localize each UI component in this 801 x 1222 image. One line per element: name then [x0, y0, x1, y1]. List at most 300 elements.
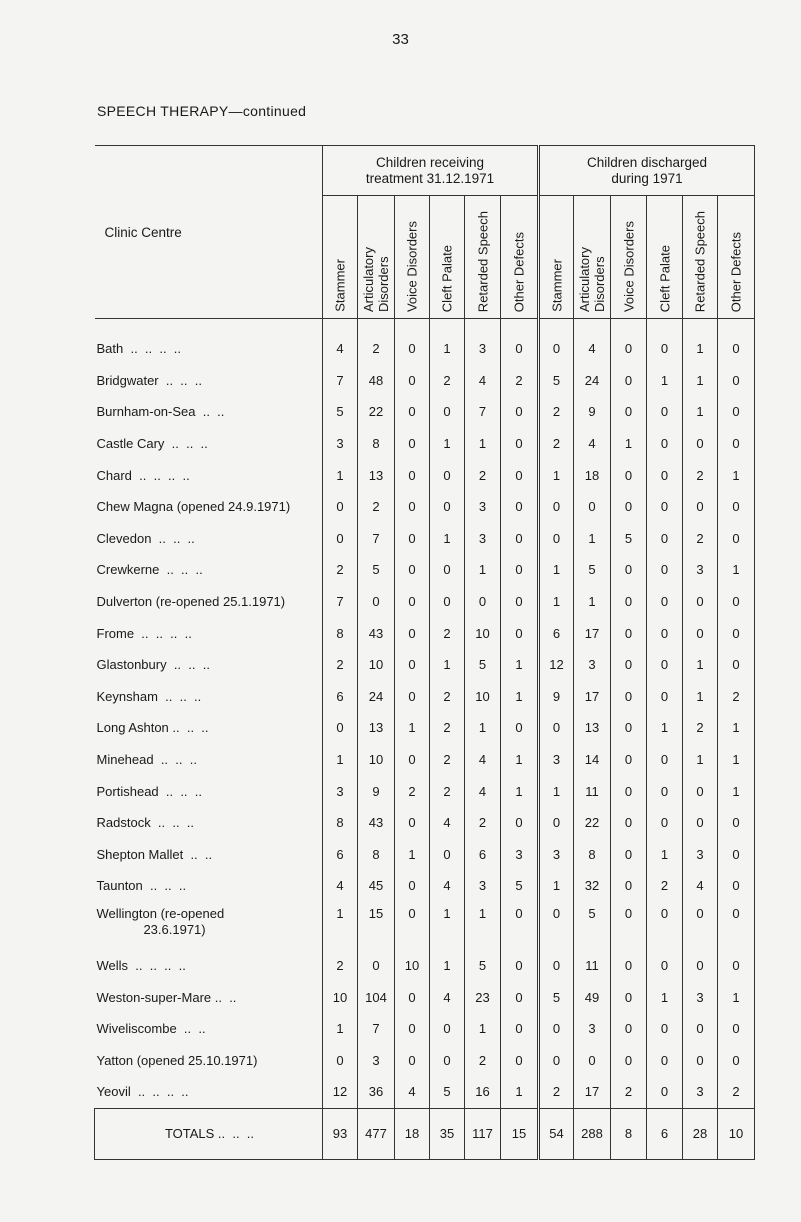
table-cell: 0 [647, 902, 683, 950]
col-discharged-retarded: Retarded Speech [683, 196, 718, 319]
table-cell: 3 [465, 491, 501, 523]
table-cell: 1 [539, 586, 574, 618]
table-cell: 4 [430, 981, 465, 1013]
table-cell: 2 [683, 712, 718, 744]
table-cell: 0 [395, 554, 430, 586]
table-cell: 0 [647, 523, 683, 555]
table-cell: 0 [539, 807, 574, 839]
table-cell: 4 [323, 333, 358, 365]
table-cell: 0 [501, 617, 539, 649]
table-cell: 7 [323, 365, 358, 397]
clinic-name: Shepton Mallet .. .. [95, 839, 323, 871]
table-row [95, 712, 755, 744]
total-cell: 6 [647, 1108, 683, 1159]
table-cell: 43 [358, 617, 395, 649]
total-cell: 477 [358, 1108, 395, 1159]
table-cell: 0 [611, 712, 647, 744]
table-cell: 0 [718, 491, 755, 523]
table-cell: 2 [323, 649, 358, 681]
table-cell: 0 [395, 681, 430, 713]
table-cell: 1 [718, 744, 755, 776]
table-cell: 4 [465, 744, 501, 776]
table-cell: 9 [574, 396, 611, 428]
col-receiving-retarded: Retarded Speech [465, 196, 501, 319]
clinic-name: Glastonbury .. .. .. [95, 649, 323, 681]
table-cell: 0 [539, 523, 574, 555]
table-cell: 4 [430, 870, 465, 902]
table-cell: 0 [611, 459, 647, 491]
col-receiving-voice: Voice Disorders [395, 196, 430, 319]
table-cell: 23 [465, 981, 501, 1013]
table-cell: 3 [539, 744, 574, 776]
table-cell: 1 [465, 428, 501, 460]
table-cell: 1 [430, 902, 465, 950]
col-discharged-stammer: Stammer [539, 196, 574, 319]
table-cell: 1 [395, 839, 430, 871]
table-row [95, 333, 755, 365]
table-cell: 4 [465, 365, 501, 397]
clinic-name: Frome .. .. .. .. [95, 617, 323, 649]
table-cell: 0 [501, 523, 539, 555]
table-cell: 49 [574, 981, 611, 1013]
table-cell: 0 [323, 523, 358, 555]
total-cell: 10 [718, 1108, 755, 1159]
table-cell: 5 [539, 981, 574, 1013]
table-cell: 1 [718, 712, 755, 744]
clinic-name: Portishead .. .. .. [95, 775, 323, 807]
table-cell: 0 [647, 586, 683, 618]
table-cell: 6 [465, 839, 501, 871]
table-cell: 1 [323, 744, 358, 776]
table-cell: 32 [574, 870, 611, 902]
clinic-name: Chew Magna (opened 24.9.1971) [95, 491, 323, 523]
table-cell: 0 [611, 775, 647, 807]
table-cell: 0 [501, 428, 539, 460]
table-cell: 2 [647, 870, 683, 902]
table-cell: 1 [465, 1013, 501, 1045]
table-cell: 2 [430, 744, 465, 776]
table-cell: 1 [501, 1076, 539, 1108]
table-cell: 7 [358, 1013, 395, 1045]
table-cell: 3 [358, 1044, 395, 1076]
table-cell: 9 [358, 775, 395, 807]
table-cell: 0 [647, 1076, 683, 1108]
table-row [95, 681, 755, 713]
table-cell: 0 [539, 1013, 574, 1045]
table-row [95, 586, 755, 618]
table-cell: 8 [323, 807, 358, 839]
table-cell: 2 [358, 491, 395, 523]
table-cell: 0 [574, 1044, 611, 1076]
table-cell: 0 [611, 649, 647, 681]
table-cell: 0 [611, 981, 647, 1013]
table-cell: 0 [683, 807, 718, 839]
table-cell: 11 [574, 775, 611, 807]
table-cell: 0 [718, 1013, 755, 1045]
table-cell: 10 [323, 981, 358, 1013]
clinic-name: Wellington (re-opened 23.6.1971) [95, 902, 323, 950]
section-heading: SPEECH THERAPY—continued [97, 103, 307, 119]
table-cell: 0 [539, 902, 574, 950]
table-cell: 0 [395, 649, 430, 681]
table-cell: 5 [465, 950, 501, 982]
table-cell: 0 [395, 617, 430, 649]
clinic-name: Crewkerne .. .. .. [95, 554, 323, 586]
table-cell: 0 [395, 1013, 430, 1045]
table-cell: 3 [539, 839, 574, 871]
table-cell: 0 [501, 554, 539, 586]
table-cell: 0 [647, 950, 683, 982]
table-cell: 13 [574, 712, 611, 744]
table-cell: 0 [430, 839, 465, 871]
total-cell: 93 [323, 1108, 358, 1159]
table-cell: 0 [611, 1044, 647, 1076]
page-number: 33 [392, 31, 409, 48]
table-cell: 0 [683, 902, 718, 950]
table-cell: 3 [501, 839, 539, 871]
table-cell: 1 [430, 523, 465, 555]
table-cell: 17 [574, 1076, 611, 1108]
table-cell: 0 [611, 1013, 647, 1045]
table-cell: 0 [501, 491, 539, 523]
table-cell: 2 [611, 1076, 647, 1108]
table-cell: 3 [465, 333, 501, 365]
table-cell: 2 [465, 459, 501, 491]
table-cell: 7 [323, 586, 358, 618]
table-cell: 0 [501, 586, 539, 618]
table-row [95, 902, 755, 950]
table-cell: 0 [683, 428, 718, 460]
table-cell: 3 [465, 523, 501, 555]
totals-row [95, 1108, 755, 1159]
table-cell: 1 [611, 428, 647, 460]
table-cell: 2 [718, 1076, 755, 1108]
table-cell: 2 [683, 523, 718, 555]
table-cell: 0 [539, 491, 574, 523]
table-row [95, 365, 755, 397]
col-discharged-other: Other Defects [718, 196, 755, 319]
table-cell: 2 [430, 681, 465, 713]
table-cell: 1 [718, 554, 755, 586]
table-cell: 7 [358, 523, 395, 555]
table-cell: 0 [611, 744, 647, 776]
table-cell: 0 [718, 617, 755, 649]
total-cell: 54 [539, 1108, 574, 1159]
table-cell: 0 [647, 1044, 683, 1076]
table-cell: 13 [358, 712, 395, 744]
table-cell: 3 [465, 870, 501, 902]
clinic-name: Taunton .. .. .. [95, 870, 323, 902]
table-cell: 12 [539, 649, 574, 681]
table-cell: 10 [358, 744, 395, 776]
table-cell: 12 [323, 1076, 358, 1108]
table-cell: 1 [323, 1013, 358, 1045]
table-cell: 2 [539, 1076, 574, 1108]
table-cell: 1 [647, 981, 683, 1013]
table-cell: 4 [574, 428, 611, 460]
totals-label: TOTALS .. .. .. [95, 1108, 323, 1159]
table-cell: 0 [395, 428, 430, 460]
table-cell: 104 [358, 981, 395, 1013]
clinic-name: Long Ashton .. .. .. [95, 712, 323, 744]
clinic-name: Bridgwater .. .. .. [95, 365, 323, 397]
table-cell: 0 [718, 902, 755, 950]
table-cell: 0 [430, 459, 465, 491]
table-cell: 5 [323, 396, 358, 428]
clinic-name: Dulverton (re-opened 25.1.1971) [95, 586, 323, 618]
table-cell: 1 [574, 523, 611, 555]
table-cell: 0 [395, 807, 430, 839]
total-cell: 8 [611, 1108, 647, 1159]
table-row [95, 775, 755, 807]
table-cell: 0 [430, 586, 465, 618]
clinic-name: Yatton (opened 25.10.1971) [95, 1044, 323, 1076]
total-cell: 28 [683, 1108, 718, 1159]
table-cell: 0 [430, 1044, 465, 1076]
table-cell: 6 [323, 681, 358, 713]
table-cell: 0 [647, 428, 683, 460]
table-cell: 0 [611, 586, 647, 618]
table-cell: 0 [539, 333, 574, 365]
table-row [95, 807, 755, 839]
table-cell: 0 [683, 1013, 718, 1045]
table-cell: 0 [395, 459, 430, 491]
table-cell: 0 [430, 396, 465, 428]
table-cell: 0 [647, 775, 683, 807]
table-cell: 0 [501, 807, 539, 839]
clinic-name: Chard .. .. .. .. [95, 459, 323, 491]
total-cell: 18 [395, 1108, 430, 1159]
table-cell: 1 [430, 649, 465, 681]
table-cell: 0 [323, 712, 358, 744]
table-cell: 0 [718, 333, 755, 365]
table-row [95, 523, 755, 555]
total-cell: 35 [430, 1108, 465, 1159]
table-cell: 0 [718, 870, 755, 902]
table-cell: 0 [683, 586, 718, 618]
table-cell: 0 [611, 396, 647, 428]
clinic-name: Clevedon .. .. .. [95, 523, 323, 555]
table-cell: 4 [683, 870, 718, 902]
table-cell: 0 [574, 491, 611, 523]
table-cell: 1 [683, 396, 718, 428]
table-cell: 2 [465, 807, 501, 839]
col-receiving-other: Other Defects [501, 196, 539, 319]
table-cell: 1 [718, 981, 755, 1013]
table-cell: 22 [574, 807, 611, 839]
table-cell: 3 [574, 649, 611, 681]
table-row [95, 617, 755, 649]
table-cell: 0 [647, 459, 683, 491]
table-cell: 6 [539, 617, 574, 649]
table-cell: 2 [539, 396, 574, 428]
table-cell: 6 [323, 839, 358, 871]
total-cell: 15 [501, 1108, 539, 1159]
table-cell: 0 [647, 396, 683, 428]
table-cell: 0 [647, 807, 683, 839]
table-cell: 0 [718, 649, 755, 681]
table-cell: 1 [683, 744, 718, 776]
table-cell: 0 [501, 902, 539, 950]
table-cell: 3 [683, 554, 718, 586]
table-cell: 1 [323, 459, 358, 491]
table-cell: 2 [358, 333, 395, 365]
table-cell: 22 [358, 396, 395, 428]
table-cell: 0 [647, 333, 683, 365]
col-discharged-cleft: Cleft Palate [647, 196, 683, 319]
clinic-name: Castle Cary .. .. .. [95, 428, 323, 460]
table-cell: 8 [358, 839, 395, 871]
table-cell: 0 [395, 523, 430, 555]
table-cell: 0 [395, 586, 430, 618]
table-cell: 10 [395, 950, 430, 982]
table-cell: 3 [574, 1013, 611, 1045]
table-cell: 0 [539, 1044, 574, 1076]
table-cell: 0 [611, 807, 647, 839]
table-cell: 24 [574, 365, 611, 397]
table-row [95, 744, 755, 776]
table-cell: 0 [647, 681, 683, 713]
table-cell: 0 [323, 1044, 358, 1076]
table-cell: 2 [683, 459, 718, 491]
table-cell: 0 [395, 396, 430, 428]
table-cell: 5 [501, 870, 539, 902]
clinic-name: Keynsham .. .. .. [95, 681, 323, 713]
total-cell: 288 [574, 1108, 611, 1159]
table-cell: 0 [465, 586, 501, 618]
table-cell: 0 [718, 950, 755, 982]
table-cell: 0 [539, 712, 574, 744]
table-cell: 1 [718, 459, 755, 491]
table-cell: 1 [539, 554, 574, 586]
table-cell: 0 [501, 981, 539, 1013]
clinic-name: Wiveliscombe .. .. [95, 1013, 323, 1045]
table-cell: 11 [574, 950, 611, 982]
table-cell: 0 [611, 333, 647, 365]
table-cell: 0 [358, 586, 395, 618]
table-cell: 5 [539, 365, 574, 397]
table-cell: 0 [501, 950, 539, 982]
table-row [95, 459, 755, 491]
table-cell: 1 [683, 365, 718, 397]
table-cell: 1 [647, 712, 683, 744]
table-cell: 0 [430, 554, 465, 586]
table-cell: 0 [683, 491, 718, 523]
table-cell: 2 [430, 617, 465, 649]
table-cell: 0 [395, 333, 430, 365]
table-cell: 3 [683, 1076, 718, 1108]
table-cell: 0 [395, 491, 430, 523]
table-cell: 0 [430, 491, 465, 523]
table-cell: 0 [323, 491, 358, 523]
table-cell: 8 [323, 617, 358, 649]
table-cell: 1 [574, 586, 611, 618]
table-cell: 0 [539, 950, 574, 982]
table-row [95, 950, 755, 982]
table-cell: 0 [647, 744, 683, 776]
table-cell: 0 [501, 333, 539, 365]
table-cell: 2 [323, 554, 358, 586]
table-cell: 1 [539, 870, 574, 902]
table-cell: 0 [430, 1013, 465, 1045]
table-cell: 0 [501, 396, 539, 428]
table-cell: 8 [574, 839, 611, 871]
table-cell: 2 [539, 428, 574, 460]
table-row [95, 491, 755, 523]
table-cell: 3 [683, 981, 718, 1013]
col-receiving-cleft: Cleft Palate [430, 196, 465, 319]
table-row [95, 1013, 755, 1045]
table-cell: 2 [430, 712, 465, 744]
table-row [95, 554, 755, 586]
table-cell: 2 [501, 365, 539, 397]
table-cell: 14 [574, 744, 611, 776]
table-cell: 2 [430, 365, 465, 397]
table-cell: 24 [358, 681, 395, 713]
table-cell: 10 [465, 681, 501, 713]
table-row [95, 396, 755, 428]
table-cell: 0 [611, 554, 647, 586]
table-cell: 1 [501, 775, 539, 807]
table-cell: 0 [395, 744, 430, 776]
table-row [95, 649, 755, 681]
table-cell: 0 [395, 1044, 430, 1076]
clinic-name: Wells .. .. .. .. [95, 950, 323, 982]
table-cell: 1 [430, 428, 465, 460]
table-cell: 17 [574, 681, 611, 713]
table-cell: 4 [323, 870, 358, 902]
table-cell: 0 [718, 839, 755, 871]
table-cell: 10 [465, 617, 501, 649]
table-cell: 1 [683, 681, 718, 713]
col-receiving-stammer: Stammer [323, 196, 358, 319]
table-cell: 0 [647, 1013, 683, 1045]
table-cell: 2 [465, 1044, 501, 1076]
total-cell: 117 [465, 1108, 501, 1159]
table-cell: 8 [358, 428, 395, 460]
table-cell: 5 [465, 649, 501, 681]
table-cell: 0 [611, 950, 647, 982]
table-cell: 1 [465, 554, 501, 586]
clinic-name: Weston-super-Mare .. .. [95, 981, 323, 1013]
table-cell: 0 [647, 491, 683, 523]
table-cell: 0 [683, 950, 718, 982]
table-row [95, 1044, 755, 1076]
table-cell: 0 [611, 839, 647, 871]
table-cell: 1 [465, 712, 501, 744]
table-cell: 1 [323, 902, 358, 950]
table-cell: 2 [323, 950, 358, 982]
table-cell: 4 [395, 1076, 430, 1108]
table-row [95, 981, 755, 1013]
table-cell: 0 [683, 617, 718, 649]
table-cell: 0 [611, 681, 647, 713]
table-cell: 1 [539, 775, 574, 807]
speech-therapy-table [94, 145, 755, 1160]
col-discharged-articulatory: Articulatory Disorders [574, 196, 611, 319]
table-cell: 0 [611, 870, 647, 902]
table-cell: 0 [647, 617, 683, 649]
clinic-name: Yeovil .. .. .. .. [95, 1076, 323, 1108]
table-cell: 15 [358, 902, 395, 950]
table-cell: 1 [430, 950, 465, 982]
clinic-name: Burnham-on-Sea .. .. [95, 396, 323, 428]
table-cell: 0 [718, 523, 755, 555]
clinic-name: Bath .. .. .. .. [95, 333, 323, 365]
table-cell: 0 [501, 1044, 539, 1076]
table-cell: 2 [430, 775, 465, 807]
table-cell: 0 [611, 365, 647, 397]
